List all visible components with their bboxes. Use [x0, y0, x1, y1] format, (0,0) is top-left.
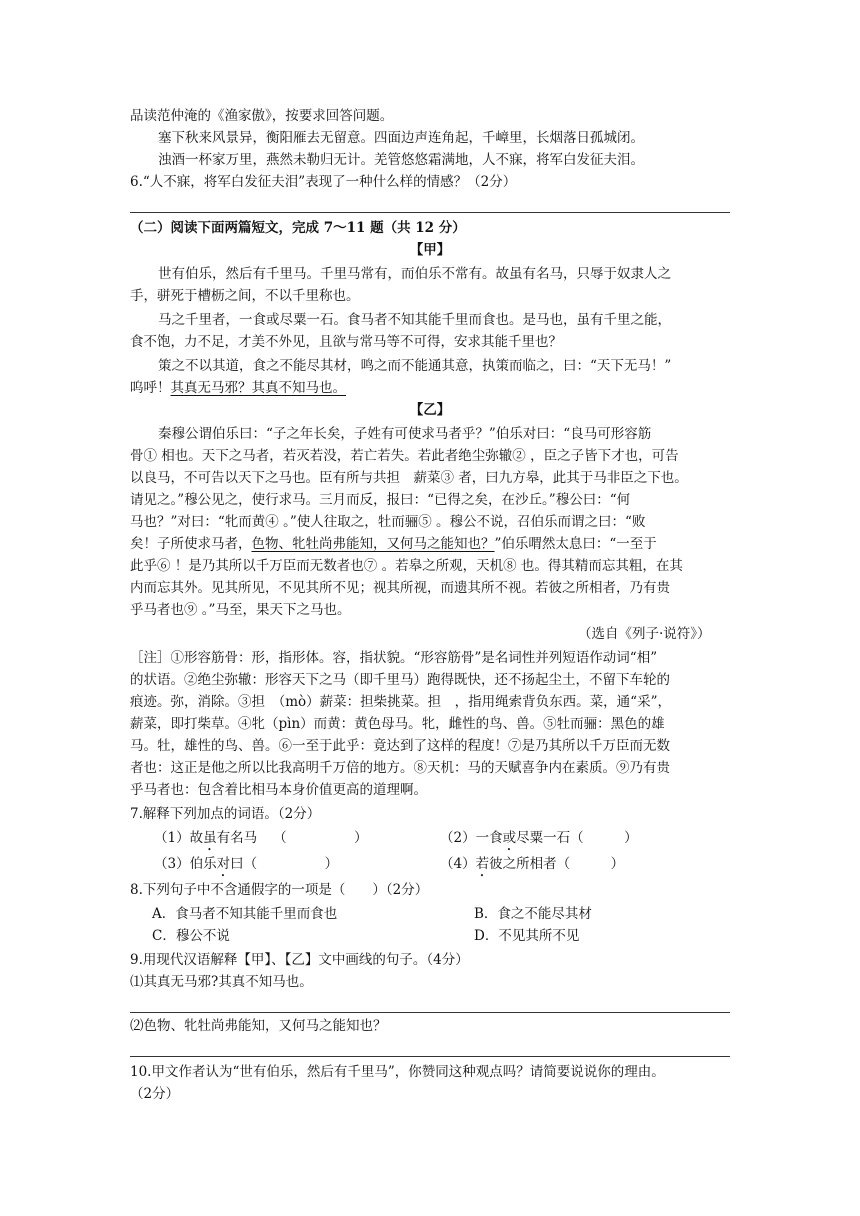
question-10-line-1: 10.甲文作者认为“世有伯乐，然后有千里马”，你赞同这种观点吗？请简要说说你的理由。 — [130, 1064, 665, 1080]
note-line-4: 薪菜，即打柴草。④牝（pìn）而黄：黄色母马。牝，雌性的鸟、兽。⑤牡而骊：黑色的雄 — [130, 716, 665, 732]
q7-item-1-suffix: 有名马 — [216, 830, 258, 846]
jia-underlined-sentence: 其真无马邪？其真不知马也。 — [170, 380, 346, 396]
question-6: 6.“人不寐，将军白发征夫泪”表现了一种什么样的情感？（2分） — [130, 174, 517, 190]
jia-line-2: 手，骈死于槽枥之间，不以千里称也。 — [130, 288, 360, 304]
poem-intro: 品读范仲淹的《渔家傲》，按要求回答问题。 — [130, 108, 394, 124]
jia-line-3: 马之千里者，一食或尽粟一石。食马者不知其能千里而食也。是马也，虽有千里之能， — [158, 312, 671, 328]
q7-item-3 — [154, 854, 338, 880]
section-2-heading: （二）阅读下面两篇短文，完成 7～11 题（共 12 分） — [130, 220, 466, 236]
q7-item-1 — [154, 828, 368, 854]
passage-source: （选自《列子·说符》） — [578, 626, 711, 642]
q7-item-4-suffix: 彼之所相者（ ） — [489, 856, 625, 872]
q7-item-2-suffix: 尽粟一石（ ） — [516, 830, 638, 846]
q7-item-3-dotted-word: 对 — [216, 856, 231, 872]
q9-sentence-2: ⑵色物、牝牡尚弗能知，又何马之能知也？ — [130, 1018, 387, 1034]
q7-item-2 — [440, 828, 638, 854]
yi-line-6-end: ”伯乐喟然太息曰：“一至于 — [494, 536, 657, 552]
poem-line-2: 浊酒一杯家万里，燕然未勒归无计。羌管悠悠霜满地，人不寐，将军白发征夫泪。 — [158, 152, 644, 168]
answer-line-9-2 — [130, 1056, 730, 1057]
q7-item-2-dotted-word: 或 — [502, 830, 517, 846]
yi-line-3: 以良马，不可告以天下之马也。臣有所与共担 薪菜③ 者，曰九方皋，此其于马非臣之下也。 — [130, 470, 688, 486]
q7-item-3-prefix: （3）伯乐 — [154, 856, 217, 872]
q7-item-4-dotted-word: 若 — [475, 856, 490, 872]
passage-yi-title: 【乙】 — [409, 402, 451, 418]
note-line-2: 的状语。②绝尘弥辙：形容天下之马（即千里马）跑得既快，还不扬起尘土，不留下车轮的 — [130, 672, 670, 688]
q8-option-d[interactable]: D．不见其所不见 — [474, 928, 580, 944]
note-line-6: 者也：这正是他之所以比我高明千万倍的地方。⑧天机：马的天赋喜争内在素质。⑨乃有贵 — [130, 760, 670, 776]
yi-line-1: 秦穆公谓伯乐曰：“子之年长矣，子姓有可使求马者乎？”伯乐对曰：“良马可形容筋 — [158, 426, 652, 442]
yi-line-8: 内而忘其外。见其所见，不见其所不见；视其所视，而遗其所不视。若彼之所相者，乃有贵 — [130, 580, 670, 596]
answer-line-9-1 — [130, 1012, 730, 1013]
q8-option-a[interactable]: A．食马者不知其能千里而食也 — [152, 906, 338, 922]
yi-line-2: 骨① 相也。天下之马者，若灭若没，若亡若失。若此者绝尘弥辙② ，臣之子皆下才也，可告 — [130, 448, 679, 464]
q7-item-2-prefix: （2）一食 — [440, 830, 503, 846]
q9-sentence-1: ⑴其真无马邪?其真不知马也。 — [130, 974, 313, 990]
q7-item-1-blank[interactable]: （ ） — [273, 830, 368, 846]
note-line-7: 乎马者也：包含着比相马本身价值更高的道理啊。 — [130, 782, 427, 798]
question-8: 8.下列句子中不含通假字的一项是（ ）（2分） — [130, 882, 429, 898]
yi-line-7: 此乎⑥ ！是乃其所以千万臣而无数者也⑦ 。若皋之所观，天机⑧ 也。得其精而忘其粗，在其 — [130, 558, 683, 574]
note-line-3: 痕迹。弥，消除。③担 （mò）薪菜：担柴挑菜。担 ，指用绳索背负东西。菜，通“采”， — [130, 694, 671, 710]
q7-item-1-dotted-word: 虽 — [203, 830, 217, 846]
q7-item-3-suffix: 曰（ ） — [230, 856, 339, 872]
note-line-1: ［注］①形容筋骨：形，指形体。容，指状貌。“形容筋骨”是名词性并列短语作动词“相” — [130, 650, 658, 666]
q7-item-4 — [440, 854, 624, 880]
poem-line-1: 塞下秋来风景异，衡阳雁去无留意。四面边声连角起，千嶂里，长烟落日孤城闭。 — [158, 130, 644, 146]
answer-line-6 — [130, 212, 730, 213]
yi-line-6 — [130, 534, 657, 554]
question-9: 9.用现代汉语解释【甲】、【乙】文中画线的句子。（4分） — [130, 952, 469, 968]
q7-item-1-prefix: （1）故 — [154, 830, 204, 846]
yi-line-9: 乎马者也⑨ 。”马至，果天下之马也。 — [130, 602, 351, 618]
question-10-line-2: （2分） — [130, 1086, 180, 1102]
note-line-5: 马。牡，雄性的鸟、兽。⑥一至于此乎：竟达到了这样的程度！⑦是乃其所以千万臣而无数 — [130, 738, 670, 754]
question-7: 7.解释下列加点的词语。（2分） — [130, 806, 321, 822]
yi-line-5: 马也？”对曰：“牝而黄④ 。”使人往取之，牡而骊⑤ 。穆公不说，召伯乐而谓之曰：“败 — [130, 514, 646, 530]
q8-option-b[interactable]: B．食之不能尽其材 — [474, 906, 592, 922]
yi-underlined-sentence: 色物、牝牡尚弗能知，又何马之能知也？ — [251, 536, 495, 552]
jia-line-6-start: 呜呼！ — [130, 380, 171, 396]
q8-option-c[interactable]: C．穆公不说 — [152, 928, 230, 944]
jia-line-5: 策之不以其道，食之不能尽其材，鸣之而不能通其意，执策而临之，曰：“天下无马！” — [158, 358, 672, 374]
yi-line-6-start: 矣！子所使求马者， — [130, 536, 252, 552]
yi-line-4: 请见之。”穆公见之，使行求马。三月而反，报曰：“已得之矣，在沙丘。”穆公曰：“何 — [130, 492, 631, 508]
passage-jia-title: 【甲】 — [409, 242, 451, 258]
jia-line-6 — [130, 378, 346, 398]
jia-line-1: 世有伯乐，然后有千里马。千里马常有，而伯乐不常有。故虽有名马，只辱于奴隶人之 — [158, 266, 671, 282]
jia-line-4: 食不饱，力不足，才美不外见，且欲与常马等不可得，安求其能千里也？ — [130, 334, 562, 350]
q7-item-4-prefix: （4） — [440, 856, 476, 872]
